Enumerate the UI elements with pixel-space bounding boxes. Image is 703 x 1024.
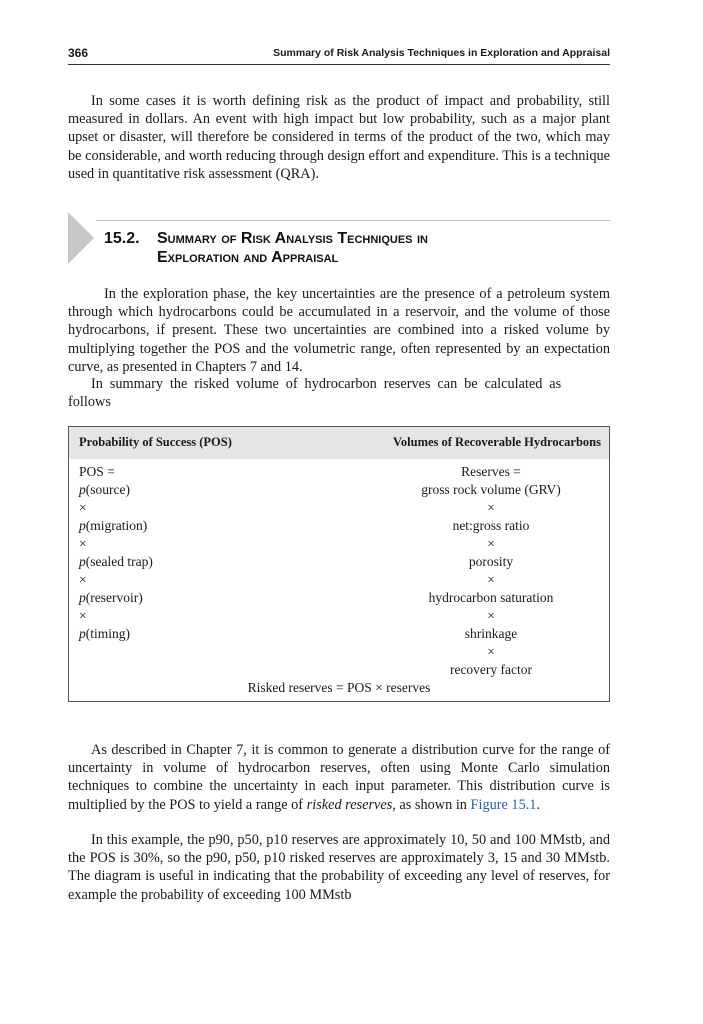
section-title-line-2: Exploration and Appraisal — [157, 249, 339, 266]
pos-row-fn: p — [79, 554, 86, 569]
volume-row: hydrocarbon saturation — [428, 590, 554, 605]
running-header — [68, 44, 610, 65]
volume-row: porosity — [468, 554, 514, 569]
paragraph-3-text-b: , as shown in — [392, 796, 471, 813]
reserves-formula-table — [68, 426, 610, 702]
volume-row: × — [487, 608, 495, 623]
section-number: 15.2. — [104, 230, 140, 247]
paragraph-3-text-a: As described in Chapter 7, it is common to generate a distribution curve for the range of uncertainty in volume of hydrocarbon reserves, often using Monte Carlo simulation techniques to combine the uncertainty in each input parameter. This distribution curve is multiplied by the POS to yield a range of — [68, 742, 610, 813]
section-heading — [104, 229, 604, 267]
figure-link[interactable]: Figure 15.1 — [470, 796, 537, 813]
volume-row: Reserves = — [461, 464, 521, 479]
volume-row: × — [487, 536, 495, 551]
paragraph-4 — [68, 831, 610, 904]
pos-row — [79, 607, 319, 625]
pos-row-text: × — [79, 500, 87, 515]
pos-row-text: × — [79, 572, 87, 587]
intro-paragraph-text: In some cases it is worth defining risk as the product of impact and probability, still measured in dollars. An event with high impact but low probability, such as a major plant upset or disaster, will therefore be considered in terms of the product of the two, which may be considerable, and worth reducing through design effort and expenditure. This is a technique used in quantitative risk assessment (QRA). — [68, 93, 610, 182]
pos-row-fn: p — [79, 518, 86, 533]
pos-row — [79, 463, 319, 481]
table-header-pos: Probability of Success (POS) — [79, 435, 232, 449]
pos-row — [79, 535, 319, 553]
pos-row-arg: (timing) — [85, 626, 130, 641]
pos-row — [79, 571, 319, 589]
pos-row-text: × — [79, 608, 87, 623]
pos-column — [79, 463, 319, 643]
pos-row-text: × — [79, 536, 87, 551]
paragraph-4-text: In this example, the p90, p50, p10 reserves are approximately 10, 50 and 100 MMstb, and the POS is 30%, so the p90, p50, p10 risked reserves are approximately 3, 15 and 30 MMstb. The diagram is useful in indicating that the probability of exceeding any level of reserves, for example the probability of exceeding 100 MMstb — [68, 832, 610, 903]
table-header — [69, 427, 609, 459]
volumes-column — [369, 463, 613, 679]
volume-row: gross rock volume (GRV) — [421, 482, 561, 497]
volume-row: × — [487, 572, 495, 587]
pos-row — [79, 481, 319, 499]
pos-row-fn: p — [79, 626, 86, 641]
paragraph-3-italic: risked reserves — [306, 796, 393, 813]
paragraph-3 — [68, 741, 610, 814]
section-paragraph-1-text: In the exploration phase, the key uncertainties are the presence of a petroleum system through which hydrocarbons could be accumulated in a reservoir, and the volume of those hydrocarbons, if present. These two uncertainties are combined into a risked volume by multiplying together the POS and the volumetric range, often represented by an expectation curve, as presented in Chapters 7 and 14. — [68, 286, 610, 375]
volume-row: × — [487, 644, 495, 659]
pos-row — [79, 589, 319, 607]
paragraph-3-text-c: . — [536, 796, 541, 813]
pos-row-arg: (migration) — [85, 518, 148, 533]
pos-row — [79, 517, 319, 535]
pos-row-arg: (reservoir) — [85, 590, 143, 605]
section-paragraph-2 — [68, 375, 610, 411]
section-paragraph-2-text: In summary the risked volume of hydrocarbon reserves can be calculated as follows — [68, 376, 562, 411]
pos-row — [79, 625, 319, 643]
pos-row — [79, 499, 319, 517]
volume-row: shrinkage — [464, 626, 518, 641]
volume-row: recovery factor — [449, 662, 533, 677]
section-rule — [96, 220, 610, 221]
running-title: Summary of Risk Analysis Techniques in Exploration and Appraisal — [273, 47, 610, 59]
pos-row-text: POS = — [79, 464, 115, 479]
pos-row-arg: (sealed trap) — [85, 554, 153, 569]
page-number: 366 — [68, 46, 89, 60]
table-footer-formula: Risked reserves = POS × reserves — [247, 680, 431, 695]
intro-paragraph — [68, 92, 610, 183]
volume-row: net:gross ratio — [452, 518, 530, 533]
section-arrow-icon — [68, 212, 94, 264]
pos-row-fn: p — [79, 482, 86, 497]
pos-row-arg: (source) — [85, 482, 130, 497]
table-header-volumes: Volumes of Recoverable Hydrocarbons — [393, 435, 601, 449]
section-paragraph-1 — [68, 285, 610, 376]
volume-row: × — [487, 500, 495, 515]
section-title-line-1: Summary of Risk Analysis Techniques in — [157, 230, 428, 247]
pos-row — [79, 553, 319, 571]
pos-row-fn: p — [79, 590, 86, 605]
